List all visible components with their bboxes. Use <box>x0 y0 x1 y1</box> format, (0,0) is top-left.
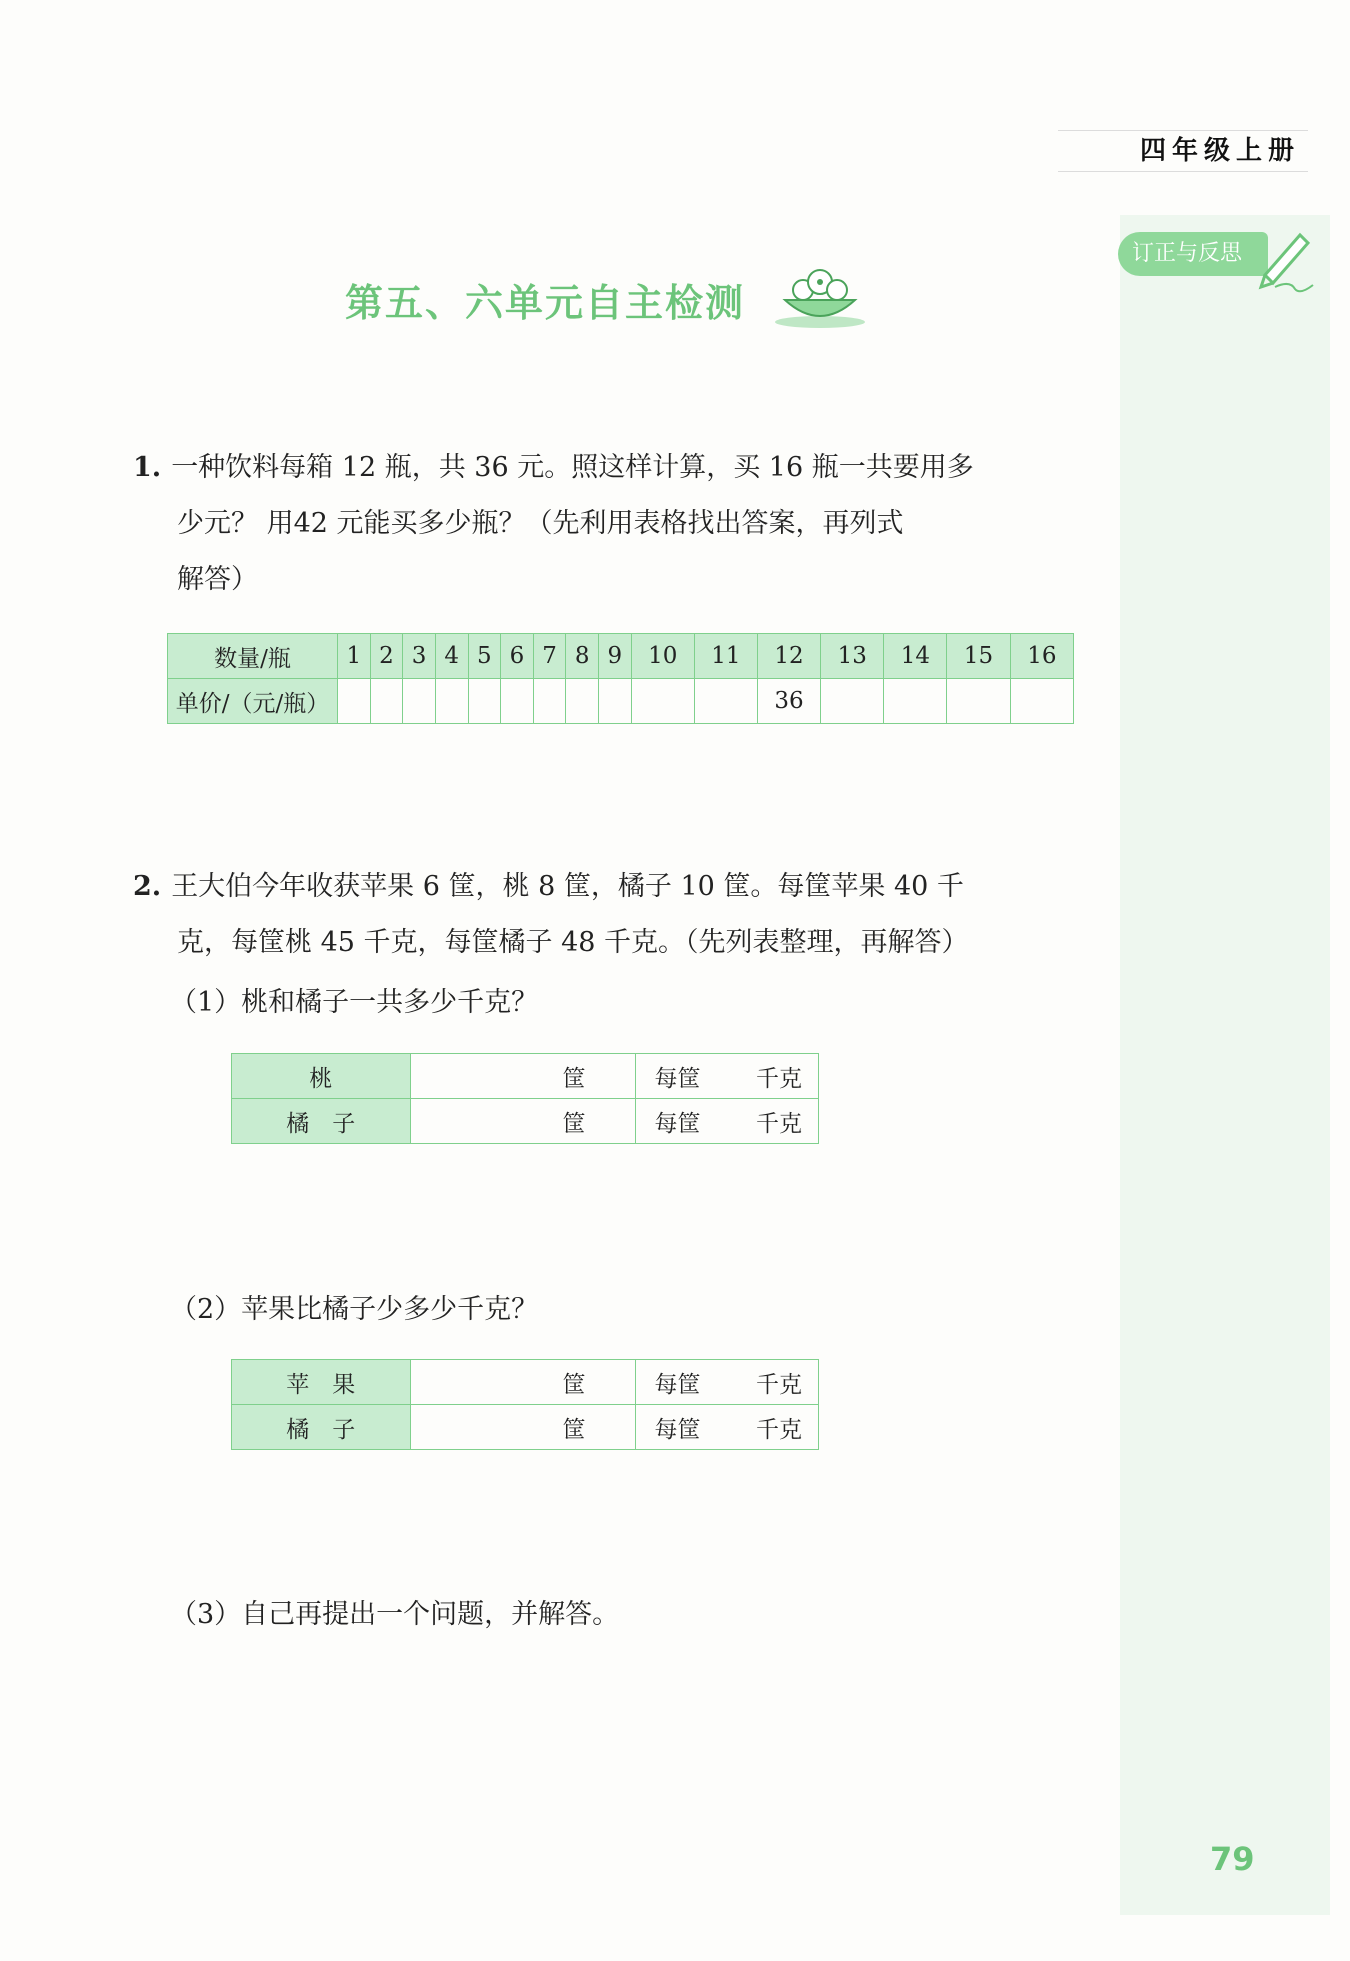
sub-question-1: （1）桃和橘子一共多少千克？ <box>170 987 539 1018</box>
table-row <box>168 679 1074 724</box>
answer-cell[interactable] <box>338 679 371 724</box>
table-row <box>232 1099 819 1144</box>
sub-question-3: （3）自己再提出一个问题，并解答。 <box>170 1599 620 1630</box>
question-line: 解答） <box>177 564 258 595</box>
table-cell: 13 <box>821 634 884 679</box>
table-row <box>232 1054 819 1099</box>
page-number: 79 <box>1210 1840 1255 1878</box>
table-header-cell: 数量/瓶 <box>168 634 338 679</box>
table-cell[interactable]: 筐 <box>410 1360 636 1405</box>
question-number: 1. <box>133 452 162 483</box>
answer-cell[interactable] <box>694 679 757 724</box>
question-line: 克，每筐桃 45 千克，每筐橘子 48 千克。（先列表整理，再解答） <box>177 927 969 958</box>
table-cell: 12 <box>757 634 820 679</box>
table-cell: 15 <box>947 634 1010 679</box>
table-cell: 10 <box>631 634 694 679</box>
table-row <box>232 1360 819 1405</box>
table-cell: 16 <box>1010 634 1073 679</box>
table-cell: 4 <box>435 634 468 679</box>
answer-cell[interactable] <box>821 679 884 724</box>
table-cell: 14 <box>884 634 947 679</box>
table-cell[interactable]: 筐 <box>410 1054 636 1099</box>
table-cell: 2 <box>370 634 403 679</box>
margin-strip <box>1120 215 1330 1915</box>
grade-label: 四年级上册 <box>1058 130 1308 172</box>
table-cell: 11 <box>694 634 757 679</box>
table-cell[interactable]: 筐 <box>410 1099 636 1144</box>
table-cell: 8 <box>566 634 599 679</box>
answer-cell[interactable] <box>370 679 403 724</box>
table-cell[interactable]: 每筐 千克 <box>636 1099 819 1144</box>
table-row <box>232 1405 819 1450</box>
answer-cell[interactable] <box>631 679 694 724</box>
table-header-cell: 单价/（元/瓶） <box>168 679 338 724</box>
question-1 <box>133 440 1083 608</box>
answer-cell[interactable] <box>947 679 1010 724</box>
table-header-cell: 橘 子 <box>232 1099 411 1144</box>
table-cell: 1 <box>338 634 371 679</box>
margin-badge: 订正与反思 <box>1118 232 1268 276</box>
q2-sub1-table <box>231 1053 819 1144</box>
table-cell[interactable]: 每筐 千克 <box>636 1054 819 1099</box>
answer-cell[interactable] <box>599 679 632 724</box>
table-header-cell: 橘 子 <box>232 1405 411 1450</box>
flower-basket-icon <box>765 262 875 332</box>
question-line: 少元？ 用42 元能买多少瓶？（先利用表格找出答案，再列式 <box>177 508 904 539</box>
answer-cell[interactable] <box>403 679 436 724</box>
table-header-cell: 桃 <box>232 1054 411 1099</box>
table-cell[interactable]: 每筐 千克 <box>636 1405 819 1450</box>
question-line: 一种饮料每箱 12 瓶，共 36 元。照这样计算，买 16 瓶一共要用多 <box>171 452 974 483</box>
answer-cell[interactable]: 36 <box>757 679 820 724</box>
answer-cell[interactable] <box>501 679 534 724</box>
table-cell: 6 <box>501 634 534 679</box>
table-header-cell: 苹 果 <box>232 1360 411 1405</box>
answer-cell[interactable] <box>468 679 501 724</box>
answer-cell[interactable] <box>884 679 947 724</box>
table-cell: 3 <box>403 634 436 679</box>
q2-sub2-table <box>231 1359 819 1450</box>
sub-question-2: （2）苹果比橘子少多少千克？ <box>170 1294 539 1325</box>
question-number: 2. <box>133 871 162 902</box>
question-line: 王大伯今年收获苹果 6 筐，桃 8 筐，橘子 10 筐。每筐苹果 40 千 <box>171 871 964 902</box>
page-title: 第五、六单元自主检测 <box>345 281 746 325</box>
table-cell: 7 <box>533 634 566 679</box>
table-cell[interactable]: 筐 <box>410 1405 636 1450</box>
answer-cell[interactable] <box>566 679 599 724</box>
table-cell[interactable]: 每筐 千克 <box>636 1360 819 1405</box>
answer-cell[interactable] <box>435 679 468 724</box>
answer-cell[interactable] <box>533 679 566 724</box>
title-block <box>345 262 885 342</box>
q1-table <box>167 633 1074 724</box>
table-cell: 9 <box>599 634 632 679</box>
answer-cell[interactable] <box>1010 679 1073 724</box>
table-row <box>168 634 1074 679</box>
question-2 <box>133 859 1083 971</box>
table-cell: 5 <box>468 634 501 679</box>
pencil-icon <box>1255 225 1315 295</box>
